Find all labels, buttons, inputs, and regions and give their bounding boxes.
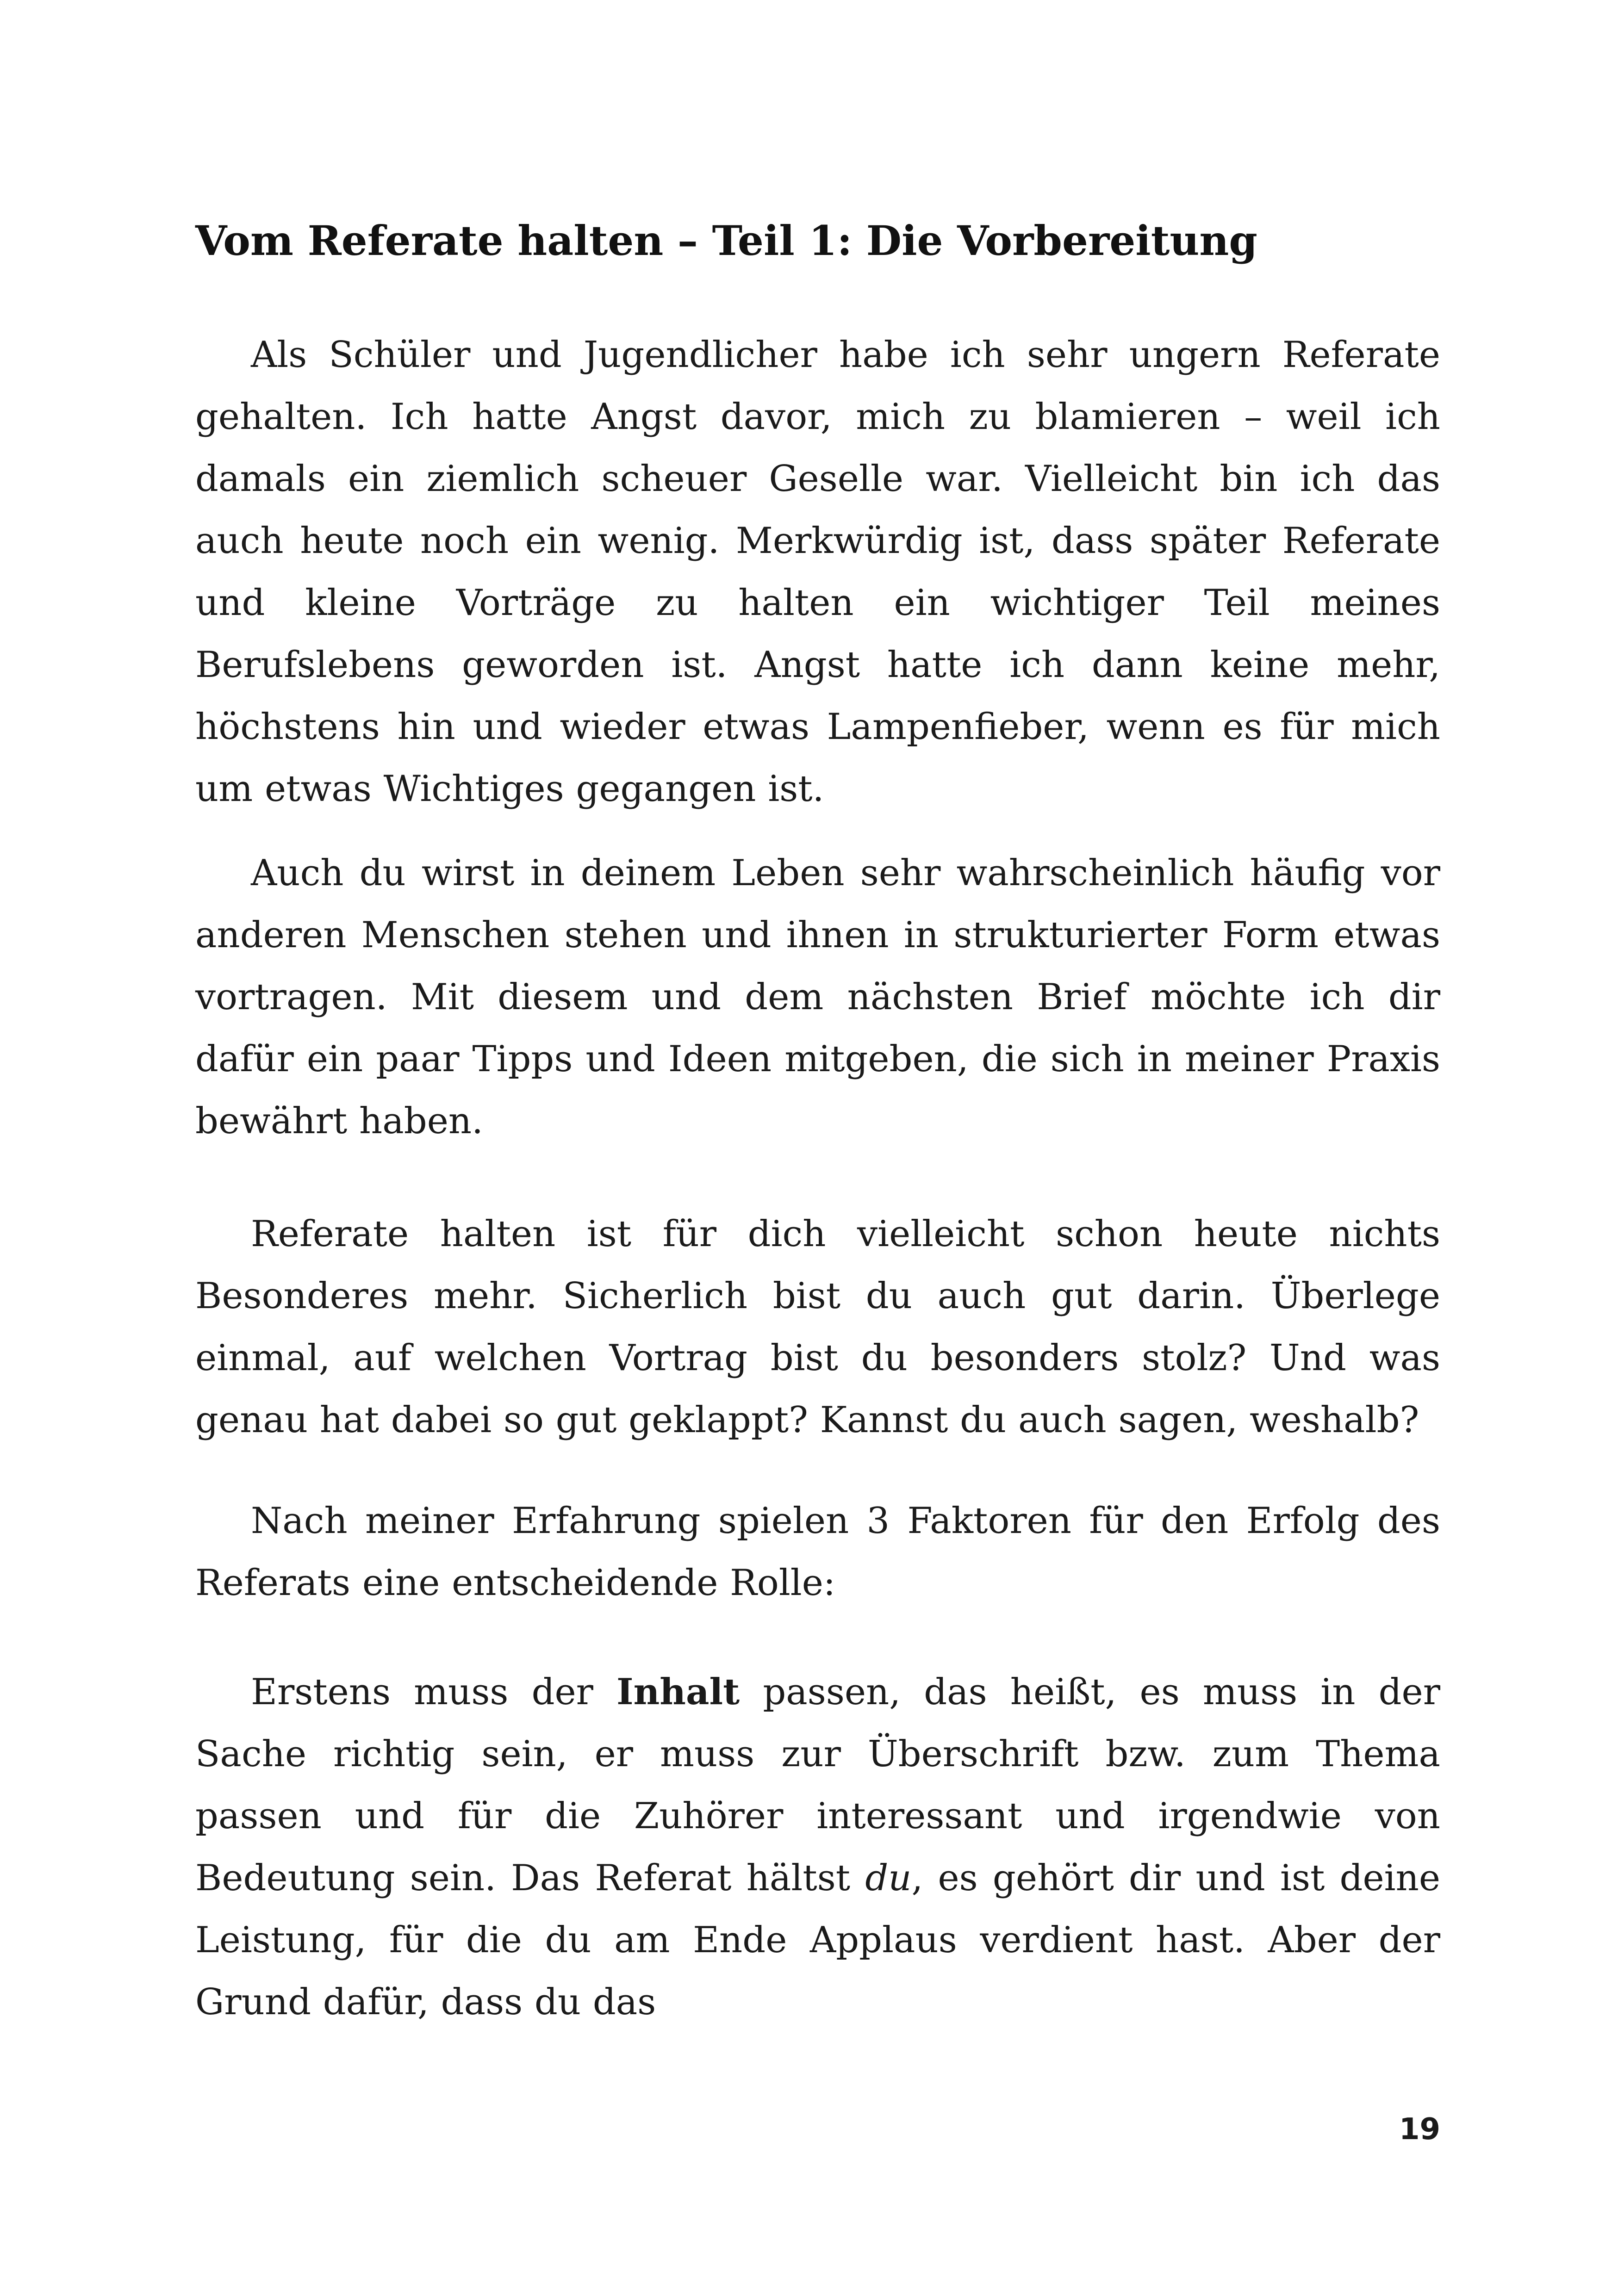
paragraph-4-block: [195, 1490, 1440, 1614]
section-heading: Vom Referate halten – Teil 1: Die Vorbereitung: [195, 217, 1257, 265]
paragraph-3: Referate halten ist für dich vielleicht schon heute nichts Besonderes mehr. Sicherlich bist du auch gut darin. Überlege einmal, auf welchen Vortrag bist du besonders stolz? Und was genau hat dabei so gut geklappt? Kannst du auch sagen, weshalb?: [195, 1213, 1440, 1441]
paragraph-3-block: [195, 1203, 1440, 1451]
paragraph-2-block: [195, 842, 1440, 1152]
paragraph-2: Auch du wirst in deinem Leben sehr wahrscheinlich häufig vor anderen Menschen stehen und ihnen in strukturierter Form etwas vortragen. Mit diesem und dem nächsten Brief möchte ich dir dafür ein paar Tipps und Ideen mitgeben, die sich in meiner Praxis bewährt haben.: [195, 852, 1440, 1142]
paragraph-4: Nach meiner Erfahrung spielen 3 Faktoren für den Erfolg des Referats eine entscheidende Rolle:: [195, 1500, 1440, 1604]
paragraph-1-block: [195, 324, 1440, 820]
paragraph-5-part-c: , es gehört dir und ist deine Leistung, für die du am Ende Applaus verdient hast. Aber der Grund dafür, dass du das: [195, 1857, 1440, 2023]
paragraph-5-bold-term: Inhalt: [616, 1671, 740, 1713]
paragraph-1: Als Schüler und Jugendlicher habe ich sehr ungern Referate gehalten. Ich hatte Angst davor, mich zu blamieren – weil ich damals ein ziemlich scheuer Geselle war. Vielleicht bin ich das auch heute noch ein wenig. Merkwürdig ist, dass später Referate und kleine Vorträge zu halten ein wichtiger Teil meines Berufslebens geworden ist. Angst hatte ich dann keine mehr, höchstens hin und wieder etwas Lampenfieber, wenn es für mich um etwas Wichtiges gegangen ist.: [195, 334, 1440, 810]
page-number: 19: [1399, 2112, 1440, 2147]
paragraph-5-part-b: passen, das heißt, es muss in der Sache richtig sein, er muss zur Überschrift bzw. zum Thema passen und für die Zuhörer interessant und irgendwie von Bedeutung sein. Das Referat hältst: [195, 1671, 1440, 1899]
paragraph-5-italic-term: du: [865, 1857, 912, 1899]
paragraph-5-part-a: Erstens muss der: [251, 1671, 617, 1713]
paragraph-5: [195, 1661, 1440, 2033]
paragraph-5-block: [195, 1661, 1440, 2033]
